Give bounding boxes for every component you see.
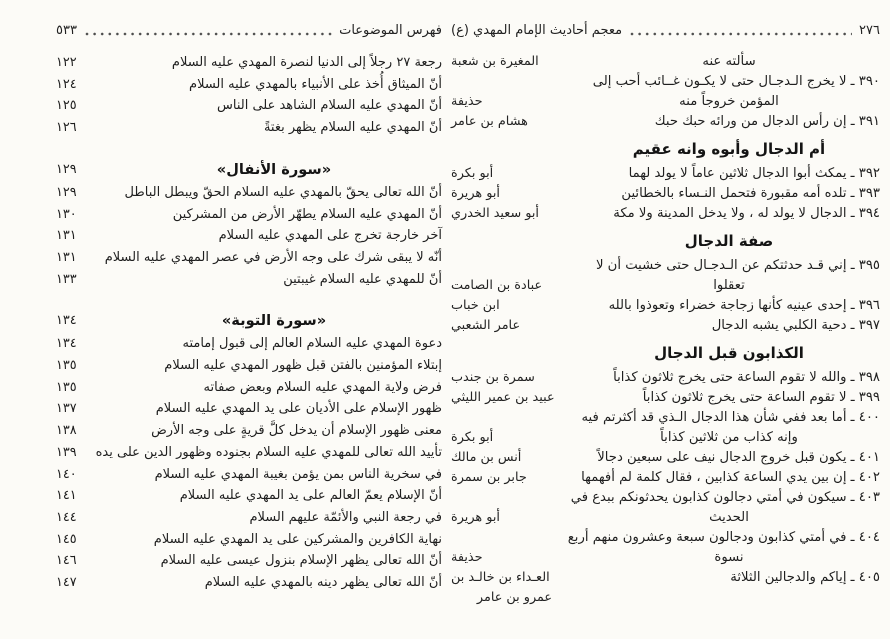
hadith-text: ٣٩٤ ـ الدجال لا يولد له ، ولا يدخل المدينة ولا مكة xyxy=(613,206,880,221)
toc-page-number: ١٣٣ xyxy=(56,271,77,287)
toc-row xyxy=(56,355,442,377)
toc-page-number: ١٤١ xyxy=(56,488,77,504)
narrator-name: أبو بكرة xyxy=(451,166,494,181)
hadith-entry-line xyxy=(451,72,880,92)
toc-entry-title: نهاية الكافرين والمشركين على يد المهدي عليه السلام xyxy=(153,531,442,547)
toc-row xyxy=(56,572,442,594)
toc-entry-title: تأييد الله تعالى للمهدي عليه السلام بجنوده وظهور الدين على يده xyxy=(95,444,442,460)
hadith-text: ٣٩٠ ـ لا يخرج الـدجـال حتى لا يكـون غــائب أحب إلى xyxy=(592,74,880,89)
toc-entry-title: أنّ المهدي عليه السلام الشاهد على الناس xyxy=(217,98,442,114)
toc-row xyxy=(56,420,442,442)
hadith-entry-line xyxy=(451,256,880,276)
toc-section-row xyxy=(56,309,442,332)
hadith-text: ٣٩٨ ـ والله لا تقوم الساعة حتى يخرج ثلاثون كذاباً xyxy=(613,370,880,385)
hadith-text: ٤٠١ ـ يكون قبل خروج الدجال نيف على سبعين دجالاً xyxy=(597,450,880,465)
hadith-text: ٣٩١ ـ إن رأس الدجال من ورائه حبك حبك xyxy=(654,114,880,129)
hadith-page-title: معجم أحاديث الإمام المهدي (ع) xyxy=(451,23,623,38)
narrator-name xyxy=(451,528,578,548)
toc-row xyxy=(56,117,442,139)
hadith-entry-line xyxy=(451,296,880,316)
toc-entry-title: أنّه لا يبقى شرك على وجه الأرض في عصر المهدي عليه السلام xyxy=(104,249,442,265)
hadith-text: المؤمن خروجاً منه xyxy=(679,94,779,109)
narrator-name xyxy=(451,408,578,428)
hadith-entry-line xyxy=(451,164,880,184)
toc-section-title: «سورة الأنفال» xyxy=(216,160,332,178)
toc-entry-title: في رجعة النبي والأئمّة عليهم السلام xyxy=(249,509,442,525)
narrator-name: سمرة بن جندب xyxy=(451,370,535,385)
toc-entry-title: في سخرية الناس بمن يؤمن بغيبة المهدي عليه السلام xyxy=(154,466,442,482)
toc-entry-title: معنى ظهور الإسلام أن يدخل كلَّ قريةٍ على وجه الأرض xyxy=(151,423,442,439)
hadith-text: نسوة xyxy=(714,550,744,565)
toc-page-number: ١٤٧ xyxy=(56,575,77,591)
dotted-leader xyxy=(84,25,332,38)
toc-row xyxy=(56,507,442,529)
narrator-name: عبادة بن الصامت xyxy=(451,278,543,293)
toc-page-number: ١٣٧ xyxy=(56,401,77,417)
hadith-entry-line xyxy=(451,368,880,388)
narrator-name: أبو هريرة xyxy=(451,186,500,201)
hadith-entry-line xyxy=(451,588,880,608)
narrator-name: ابن خباب xyxy=(451,298,500,313)
toc-entry-title: أنّ الله تعالى يظهر دينه بالمهدي عليه السلام xyxy=(204,575,442,591)
narrator-name xyxy=(451,256,578,276)
hadith-text: ٣٩٢ ـ يمكث أبوا الدجال ثلاثين عاماً لا يولد لهما xyxy=(628,166,880,181)
hadith-entry-line xyxy=(451,204,880,224)
hadith-text: ٤٠٥ ـ إياكم والدجالين الثلاثة xyxy=(730,570,880,585)
hadith-text: ٤٠٢ ـ إن بين يدي الساعة كذابين ، فقال كلمة لم أفهمها xyxy=(581,470,880,485)
narrator-name xyxy=(451,72,578,92)
narrator-name: العـداء بن خالـد بن xyxy=(451,570,550,585)
toc-entry-title: إبتلاء المؤمنين بالفتن قبل ظهور المهدي عليه السلام xyxy=(164,358,442,374)
toc-row xyxy=(56,182,442,204)
toc-row xyxy=(56,247,442,269)
narrator-name: عامر الشعبي xyxy=(451,318,521,333)
hadith-text: الحديث xyxy=(709,510,749,525)
toc-entry-title: أنّ الميثاق أُخذ على الأنبياء بالمهدي عليه السلام xyxy=(189,76,442,92)
toc-row xyxy=(56,464,442,486)
toc-row xyxy=(56,398,442,420)
hadith-entry-line xyxy=(451,568,880,588)
toc-entry-title: أنّ للمهدي عليه السلام غيبتين xyxy=(283,271,442,287)
toc-entry-title: آخر خارجة تخرج على المهدي عليه السلام xyxy=(218,228,442,244)
toc-entry-title: دعوة المهدي عليه السلام العالم إلى قبول إمامته xyxy=(182,336,442,352)
toc-row xyxy=(56,225,442,247)
toc-page-number: ١٣٨ xyxy=(56,423,77,439)
hadith-entry-line xyxy=(451,112,880,132)
hadith-entry-line xyxy=(451,448,880,468)
hadith-text: ٣٩٣ ـ تلده أمه مقبورة فتحمل النـساء بالخطائين xyxy=(621,186,880,201)
section-heading: أم الدجال وأبوه وانه عقيم xyxy=(632,140,826,158)
hadith-text: سألته عنه xyxy=(702,54,756,69)
toc-page-number: ١٣١ xyxy=(56,249,77,265)
index-page-header xyxy=(56,16,442,38)
section-heading: صفة الدجال xyxy=(684,232,774,250)
index-page-number: ٥٣٣ xyxy=(56,23,77,38)
toc-row xyxy=(56,52,442,74)
narrator-name: حذيفة xyxy=(451,94,483,109)
narrator-name: حذيفة xyxy=(451,550,483,565)
toc-page-number: ١٣٥ xyxy=(56,358,77,374)
toc-entry-title: أنّ المهدي عليه السلام يطهّر الأرض من المشركين xyxy=(172,206,442,222)
index-rows xyxy=(56,52,442,594)
narrator-name xyxy=(451,488,578,508)
hadith-entry-line xyxy=(451,488,880,508)
toc-row xyxy=(56,442,442,464)
hadith-text: تعقلوا xyxy=(713,278,745,293)
hadith-entry-line xyxy=(451,408,880,428)
hadith-entry-line xyxy=(451,428,880,448)
toc-row xyxy=(56,377,442,399)
toc-page-number: ١٣٠ xyxy=(56,206,77,222)
toc-page-number: ١٣٥ xyxy=(56,379,77,395)
toc-entry-title: أنّ المهدي عليه السلام يظهر بغتةً xyxy=(263,120,442,136)
narrator-name: هشام بن عامر xyxy=(451,114,528,129)
hadith-text: ٣٩٩ ـ لا تقوم الساعة حتى يخرج ثلاثون كذاباً xyxy=(642,390,880,405)
narrator-name: أبو سعيد الخدري xyxy=(451,206,539,221)
hadith-page xyxy=(445,0,890,639)
toc-page-number: ١٤٦ xyxy=(56,553,77,569)
hadith-entry-line xyxy=(451,548,880,568)
hadith-text xyxy=(578,588,880,608)
toc-page-number: ١٣٤ xyxy=(56,313,77,329)
toc-page-number: ١٢٩ xyxy=(56,184,77,200)
hadith-entry-line xyxy=(451,508,880,528)
narrator-name: عبيد بن عمير الليثي xyxy=(451,390,555,405)
dotted-leader xyxy=(629,25,852,38)
toc-row xyxy=(56,269,442,291)
hadith-text: ٤٠٤ ـ في أمتي كذابون ودجالون سبعة وعشرون منهم أربع xyxy=(567,530,880,545)
toc-page-number: ١٢٤ xyxy=(56,76,77,92)
hadith-entry-line xyxy=(451,276,880,296)
hadith-text: وإنه كذاب من ثلاثين كذاباً xyxy=(660,430,798,445)
hadith-entry-line xyxy=(451,468,880,488)
toc-entry-title: رجعة ٢٧ رجلاً إلى الدنيا لنصرة المهدي عليه السلام xyxy=(171,55,442,70)
hadith-entry-line xyxy=(451,528,880,548)
toc-row xyxy=(56,550,442,572)
toc-section-title: «سورة التوبة» xyxy=(221,312,327,330)
hadith-entry-line xyxy=(451,388,880,408)
hadith-text: ٤٠٣ ـ سيكون في أمتي دجالون كذابون يحدثونكم ببدع في xyxy=(570,490,880,505)
toc-page-number: ١٢٥ xyxy=(56,98,77,114)
hadith-page-number: ٢٧٦ xyxy=(859,23,880,38)
toc-page-number: ١٢٩ xyxy=(56,161,77,177)
hadith-text: ٣٩٥ ـ إني قـد حدثتكم عن الـدجـال حتى خشيت أن لا xyxy=(595,258,880,273)
toc-page-number: ١٤٠ xyxy=(56,466,77,482)
toc-page-number: ١٤٥ xyxy=(56,531,77,547)
toc-entry-title: أنّ الله تعالى يظهر الإسلام بنزول عيسى عليه السلام xyxy=(160,553,442,569)
toc-row xyxy=(56,95,442,117)
toc-row xyxy=(56,74,442,96)
toc-row xyxy=(56,204,442,226)
narrator-name: المغيرة بن شعبة xyxy=(451,54,539,69)
toc-page-number: ١٢٦ xyxy=(56,120,77,136)
narrator-name: أبو بكرة xyxy=(451,430,494,445)
toc-section-row xyxy=(56,158,442,181)
hadith-text: ٣٩٦ ـ إحدى عينيه كأنها زجاجة خضراء وتعوذوا بالله xyxy=(608,298,880,313)
narrator-name: جابر بن سمرة xyxy=(451,470,527,485)
toc-entry-title: أنّ الله تعالى يحقّ بالمهدي عليه السلام الحقّ ويبطل الباطل xyxy=(124,184,442,200)
toc-row xyxy=(56,485,442,507)
hadith-text: ٤٠٠ ـ أما بعد ففي شأن هذا الدجال الـذي قد أكثرتم فيه xyxy=(581,410,880,425)
section-heading: الكذابون قبل الدجال xyxy=(654,344,804,362)
toc-page-number: ١٣٩ xyxy=(56,444,77,460)
narrator-name: أنس بن مالك xyxy=(451,450,522,465)
hadith-blocks xyxy=(451,52,880,608)
toc-entry-title: ظهور الإسلام على الأديان على يد المهدي عليه السلام xyxy=(155,401,442,417)
toc-page-number: ١٣٤ xyxy=(56,336,77,352)
toc-page-number: ١٤٤ xyxy=(56,509,77,525)
index-page-title: فهرس الموضوعات xyxy=(339,23,442,38)
narrator-name: عمرو بن عامر xyxy=(476,590,553,605)
toc-entry-title: فرض ولاية المهدي عليه السلام وبعض صفاته xyxy=(203,379,442,395)
hadith-text: ٣٩٧ ـ دحية الكلبي يشبه الدجال xyxy=(711,318,880,333)
hadith-entry-line xyxy=(451,52,880,72)
hadith-entry-line xyxy=(451,316,880,336)
toc-row xyxy=(56,333,442,355)
toc-entry-title: أنّ الإسلام يعمّ العالم على يد المهدي عليه السلام xyxy=(179,488,442,504)
hadith-entry-line xyxy=(451,92,880,112)
toc-page-number: ١٣١ xyxy=(56,228,77,244)
hadith-entry-line xyxy=(451,184,880,204)
narrator-name: أبو هريرة xyxy=(451,510,500,525)
hadith-page-header xyxy=(451,16,880,38)
toc-page-number: ١٢٢ xyxy=(56,55,77,70)
toc-row xyxy=(56,529,442,551)
